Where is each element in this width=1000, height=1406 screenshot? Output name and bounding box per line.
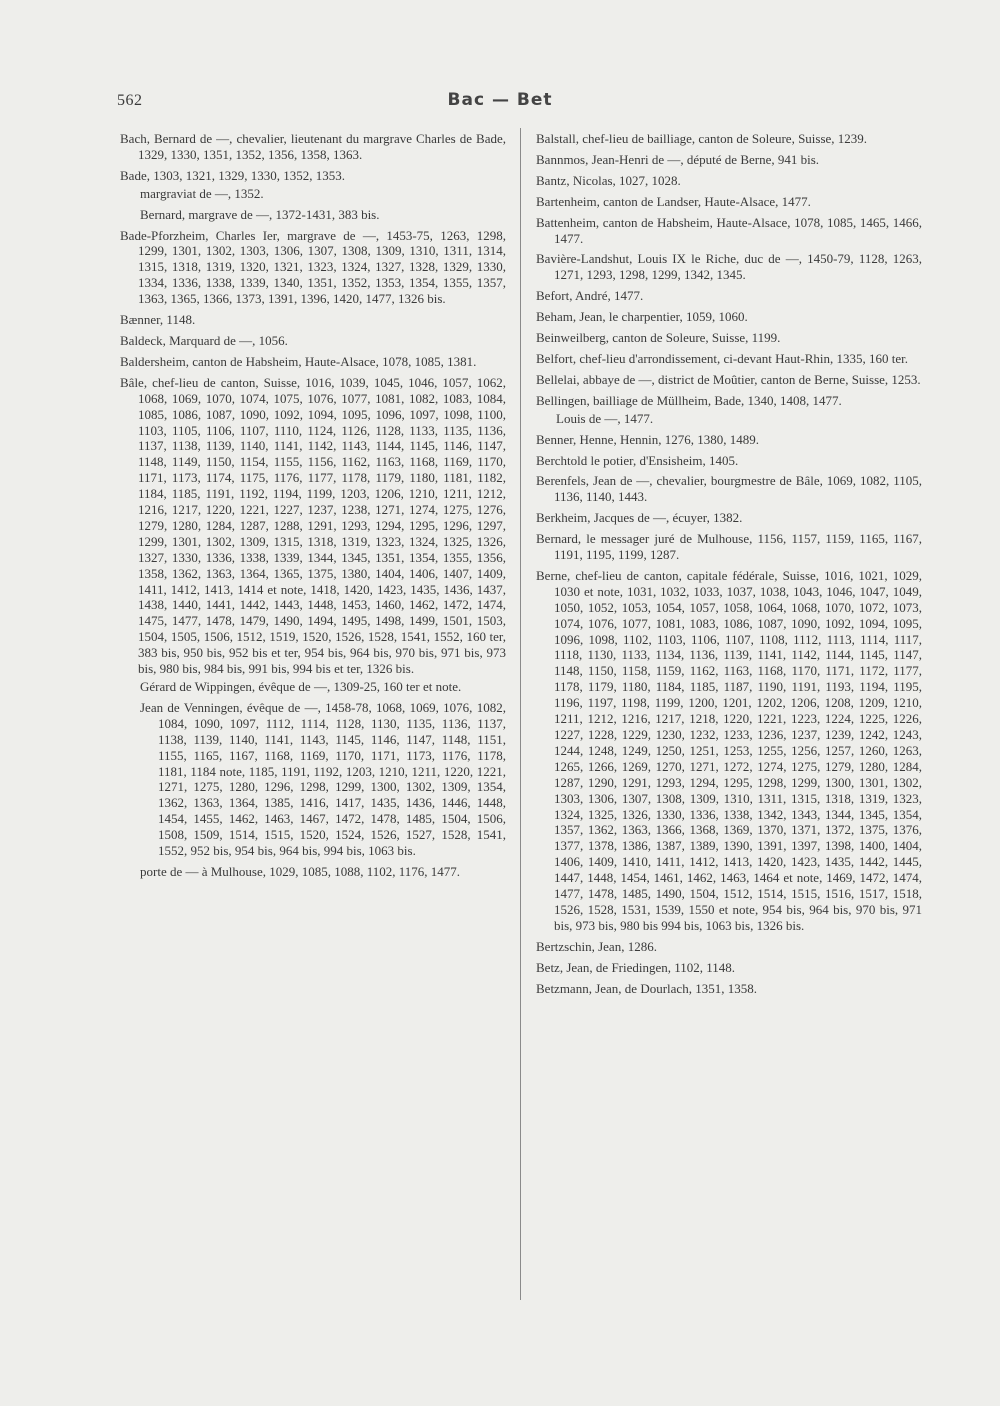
index-subentry: Bernard, margrave de —, 1372-1431, 383 bis.	[140, 206, 380, 222]
page-number: 562	[117, 92, 143, 109]
index-entry: Betzmann, Jean, de Dourlach, 1351, 1358.	[536, 980, 757, 996]
index-entry: Bellelai, abbaye de —, district de Moûtier, canton de Berne, Suisse, 1253.	[536, 371, 921, 387]
index-entry: Baldeck, Marquard de —, 1056.	[120, 332, 288, 348]
index-entry: Bannmos, Jean-Henri de —, député de Berne, 941 bis.	[536, 151, 820, 167]
index-entry: Balstall, chef-lieu de bailliage, canton de Soleure, Suisse, 1239.	[536, 131, 868, 146]
index-entry: Betz, Jean, de Friedingen, 1102, 1148.	[536, 959, 736, 975]
index-entry: Belfort, chef-lieu d'arrondissement, ci-devant Haut-Rhin, 1335, 160 ter.	[536, 350, 909, 366]
index-entry: Bâle, chef-lieu de canton, Suisse, 1016, 1039, 1045, 1046, 1057, 1062, 1068, 1069, 1070, 1074, 1075, 1076, 1077, 1081, 1082, 1083, 1084, 1085, 1086, 1087, 1090, 1092, 1094, 1095, 1096, 1097, 1098, 1100, 1103, 1105, 1106, 1107, 1110, 1124, 1126, 1128, 1133, 1135, 1136, 1137, 1138, 1139, 1140, 1141, 1142, 1143, 1144, 1145, 1146, 1147, 1148, 1149, 1150, 1154, 1155, 1156, 1162, 1163, 1168, 1169, 1170, 1171, 1173, 1174, 1175, 1176, 1177, 1178, 1179, 1180, 1181, 1182, 1184, 1185, 1191, 1192, 1194, 1199, 1203, 1206, 1210, 1211, 1212, 1216, 1217, 1220, 1221, 1227, 1237, 1238, 1271, 1274, 1275, 1276, 1279, 1280, 1284, 1287, 1288, 1291, 1293, 1294, 1295, 1296, 1297, 1299, 1301, 1302, 1309, 1315, 1318, 1319, 1323, 1324, 1325, 1326, 1327, 1330, 1336, 1338, 1339, 1344, 1345, 1351, 1354, 1355, 1356, 1358, 1362, 1363, 1364, 1365, 1375, 1380, 1404, 1406, 1407, 1409, 1411, 1412, 1413, 1414 et note, 1418, 1420, 1423, 1435, 1436, 1437, 1438, 1440, 1441, 1442, 1443, 1448, 1453, 1460, 1462, 1472, 1474, 1475, 1477, 1478, 1479, 1490, 1494, 1495, 1498, 1499, 1501, 1503, 1504, 1505, 1506, 1512, 1519, 1520, 1526, 1528, 1541, 1552, 160 ter, 383 bis, 950 bis, 952 bis et ter, 954 bis, 964 bis, 970 bis, 971 bis, 973 bis, 980 bis, 984 bis, 991 bis, 994 bis et ter, 1326 bis.	[120, 374, 506, 677]
index-subentry: Louis de —, 1477.	[556, 410, 654, 426]
index-entry: Baldersheim, canton de Habsheim, Haute-Alsace, 1078, 1085, 1381.	[120, 353, 477, 369]
running-head: Bac — Bet	[447, 90, 553, 110]
index-entry: Beham, Jean, le charpentier, 1059, 1060.	[536, 309, 748, 325]
index-entry: Bartenheim, canton de Landser, Haute-Alsace, 1477.	[536, 193, 811, 209]
index-subentry: Gérard de Wippingen, évêque de —, 1309-25, 160 ter et note.	[140, 679, 462, 694]
index-subentry: margraviat de —, 1352.	[140, 185, 264, 201]
index-subentry: porte de — à Mulhouse, 1029, 1085, 1088, 1102, 1176, 1477.	[140, 863, 461, 879]
index-entry: Bade, 1303, 1321, 1329, 1330, 1352, 1353.	[120, 167, 345, 183]
index-entry: Bantz, Nicolas, 1027, 1028.	[536, 172, 681, 188]
index-column-left	[120, 131, 506, 885]
index-subentry: Jean de Venningen, évêque de —, 1458-78, 1068, 1069, 1076, 1082, 1084, 1090, 1097, 1112, 1114, 1128, 1130, 1135, 1136, 1137, 1138, 1139, 1140, 1141, 1143, 1145, 1146, 1147, 1148, 1151, 1155, 1165, 1167, 1168, 1169, 1170, 1171, 1173, 1176, 1178, 1181, 1184 note, 1185, 1191, 1192, 1203, 1210, 1211, 1220, 1221, 1271, 1275, 1280, 1296, 1298, 1299, 1300, 1302, 1309, 1354, 1362, 1363, 1364, 1385, 1416, 1417, 1435, 1436, 1446, 1448, 1454, 1455, 1462, 1463, 1467, 1472, 1478, 1485, 1504, 1506, 1508, 1509, 1514, 1515, 1520, 1524, 1526, 1527, 1528, 1541, 1552, 952 bis, 954 bis, 964 bis, 994 bis, 1063 bis.	[140, 699, 506, 859]
index-entry: Bavière-Landshut, Louis IX le Riche, duc de —, 1450-79, 1128, 1263, 1271, 1293, 1298, 1299, 1342, 1345.	[536, 251, 922, 283]
index-entry: Bertzschin, Jean, 1286.	[536, 938, 657, 954]
index-entry: Berenfels, Jean de —, chevalier, bourgmestre de Bâle, 1069, 1082, 1105, 1136, 1140, 1443.	[536, 473, 922, 505]
index-entry: Berchtold le potier, d'Ensisheim, 1405.	[536, 452, 739, 468]
index-entry: Bach, Bernard de —, chevalier, lieutenant du margrave Charles de Bade, 1329, 1330, 1351, 1352, 1356, 1358, 1363.	[120, 131, 506, 162]
index-entry: Befort, André, 1477.	[536, 288, 644, 304]
index-entry: Bænner, 1148.	[120, 312, 196, 328]
index-entry: Bellingen, bailliage de Müllheim, Bade, 1340, 1408, 1477.	[536, 392, 842, 408]
index-entry: Beinweilberg, canton de Soleure, Suisse, 1199.	[536, 330, 781, 346]
index-entry: Berne, chef-lieu de canton, capitale fédérale, Suisse, 1016, 1021, 1029, 1030 et note, 1031, 1032, 1033, 1037, 1038, 1043, 1046, 1047, 1049, 1050, 1052, 1053, 1054, 1057, 1058, 1064, 1068, 1070, 1072, 1073, 1074, 1076, 1077, 1081, 1083, 1086, 1087, 1090, 1092, 1094, 1095, 1096, 1098, 1102, 1103, 1106, 1107, 1108, 1112, 1113, 1114, 1117, 1118, 1130, 1133, 1134, 1136, 1139, 1141, 1142, 1144, 1145, 1147, 1148, 1150, 1158, 1159, 1162, 1163, 1168, 1170, 1171, 1172, 1177, 1178, 1179, 1180, 1184, 1185, 1187, 1190, 1191, 1193, 1194, 1195, 1196, 1197, 1198, 1199, 1200, 1201, 1202, 1206, 1208, 1209, 1210, 1211, 1212, 1216, 1217, 1218, 1220, 1221, 1223, 1224, 1225, 1226, 1227, 1228, 1229, 1230, 1232, 1233, 1236, 1237, 1239, 1242, 1243, 1244, 1248, 1249, 1250, 1251, 1253, 1255, 1256, 1257, 1260, 1263, 1265, 1266, 1269, 1270, 1271, 1272, 1274, 1275, 1279, 1280, 1284, 1287, 1290, 1291, 1293, 1294, 1295, 1298, 1299, 1300, 1301, 1302, 1303, 1306, 1307, 1308, 1309, 1310, 1311, 1315, 1318, 1319, 1323, 1324, 1325, 1326, 1330, 1336, 1338, 1342, 1343, 1344, 1345, 1354, 1357, 1362, 1363, 1366, 1368, 1369, 1370, 1371, 1372, 1375, 1376, 1377, 1378, 1386, 1387, 1389, 1390, 1391, 1397, 1398, 1400, 1404, 1406, 1409, 1410, 1411, 1412, 1413, 1420, 1423, 1435, 1442, 1445, 1447, 1448, 1454, 1461, 1462, 1463, 1464 et note, 1469, 1472, 1474, 1477, 1478, 1485, 1490, 1504, 1512, 1514, 1515, 1516, 1517, 1518, 1526, 1528, 1531, 1539, 1550 et note, 954 bis, 964 bis, 970 bis, 971 bis, 973 bis, 980 bis 994 bis, 1063 bis, 1326 bis.	[536, 567, 922, 933]
index-entry: Benner, Henne, Hennin, 1276, 1380, 1489.	[536, 431, 759, 447]
index-entry: Battenheim, canton de Habsheim, Haute-Alsace, 1078, 1085, 1465, 1466, 1477.	[536, 214, 922, 246]
index-entry: Berkheim, Jacques de —, écuyer, 1382.	[536, 510, 743, 526]
column-divider	[520, 128, 521, 1300]
index-column-right	[536, 131, 922, 1002]
index-entry: Bade-Pforzheim, Charles Ier, margrave de —, 1453-75, 1263, 1298, 1299, 1301, 1302, 1303, 1306, 1307, 1308, 1309, 1310, 1311, 1314, 1315, 1318, 1319, 1320, 1321, 1323, 1324, 1327, 1328, 1329, 1330, 1334, 1336, 1338, 1339, 1340, 1351, 1352, 1353, 1354, 1355, 1357, 1363, 1365, 1366, 1373, 1391, 1396, 1420, 1477, 1326 bis.	[120, 227, 506, 307]
index-entry: Bernard, le messager juré de Mulhouse, 1156, 1157, 1159, 1165, 1167, 1191, 1195, 1199, 1287.	[536, 531, 922, 563]
